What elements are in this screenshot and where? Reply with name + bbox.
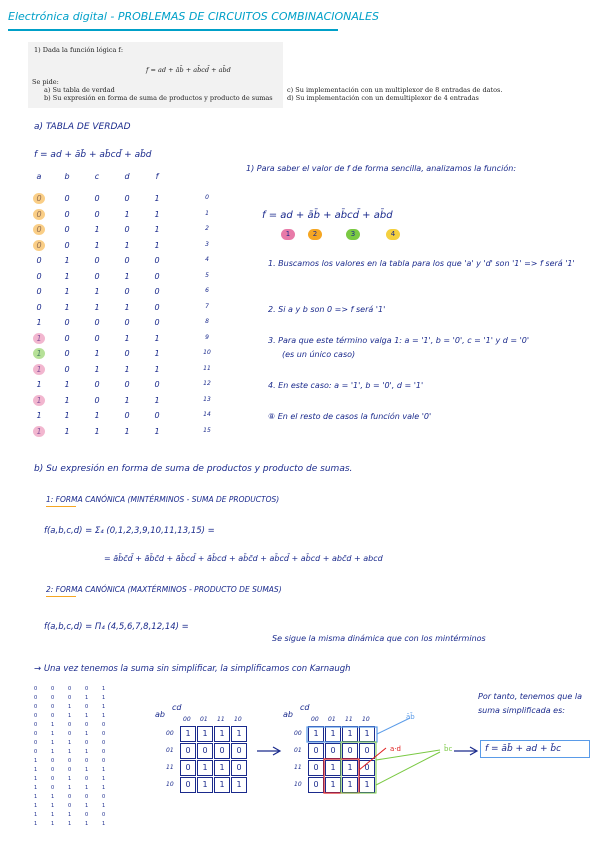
table-cell: 0 (94, 271, 100, 281)
table-cell: 1 (94, 411, 100, 420)
table-cell: 1 (64, 287, 70, 296)
table-cell: 0 (64, 209, 70, 219)
table-row (30, 256, 230, 271)
map1-row-headers (166, 726, 180, 794)
table-cell: 1 (64, 271, 70, 281)
mini-cell: 1 (85, 767, 89, 773)
kmap-cell: 1 (308, 726, 324, 742)
map2-row-label: ab (283, 710, 293, 719)
result-box: f = āb̄ + ad + b̄c (480, 740, 590, 758)
table-row (30, 272, 230, 287)
mini-cell: 1 (51, 722, 55, 728)
step-3: 3. Para que este término valga 1: a = '1', b = '0', c = '1' y d = '0' (268, 336, 530, 345)
kmap-row-header: 01 (166, 747, 174, 754)
table-cell: 0 (154, 302, 160, 312)
mini-cell: 1 (51, 821, 55, 827)
table-cell: 0 (124, 287, 130, 296)
row-index: 3 (205, 240, 209, 248)
title-underline (8, 29, 338, 31)
mini-cell: 1 (68, 749, 72, 755)
kmap-row-header: 11 (294, 764, 302, 771)
kmap-cell: 0 (308, 777, 324, 793)
table-cell: 0 (124, 380, 130, 389)
kmap-col-header: 11 (345, 716, 353, 723)
kmap-cell: 0 (359, 760, 375, 776)
kmap-col-header: 00 (311, 716, 319, 723)
step-3b: (es un único caso) (282, 350, 356, 359)
group-label-3: b̄c (444, 745, 453, 753)
mini-cell: 0 (34, 731, 38, 737)
kmap-cell: 0 (180, 777, 196, 793)
highlight-marker (33, 209, 45, 220)
step-4: 4. En este caso: a = '1', b = '0', d = '1' (268, 381, 424, 390)
mini-cell: 0 (68, 767, 72, 773)
table-cell: 0 (94, 256, 100, 265)
table-row (30, 365, 230, 380)
table-row (30, 303, 230, 318)
row-index: 14 (203, 411, 211, 418)
badge-1: 1 (281, 229, 295, 240)
highlight-marker (33, 333, 45, 344)
mini-cell: 0 (102, 812, 106, 818)
table-cell: 1 (64, 256, 70, 265)
mini-cell: 0 (51, 686, 55, 692)
mini-cell: 0 (102, 794, 106, 800)
table-cell: 1 (124, 240, 130, 250)
kmap-cell: 0 (214, 743, 230, 759)
kmap-cell: 0 (180, 760, 196, 776)
step-2: 2. Si a y b son 0 => f será '1' (268, 305, 386, 314)
notes-expression: f = ad + āb̄ + ab̄cd̄ + ab̄d (262, 210, 393, 221)
row-index: 6 (205, 287, 209, 294)
mini-cell: 0 (34, 740, 38, 746)
table-cell: 1 (94, 364, 100, 374)
kmap-cell: 1 (325, 760, 341, 776)
kmap-cell: 0 (308, 743, 324, 759)
row-index: 5 (205, 271, 209, 279)
kmap-cell: 1 (214, 777, 230, 793)
table-cell: 1 (94, 240, 100, 250)
mini-cell: 0 (34, 695, 38, 701)
group-label-2: a·d (390, 745, 401, 753)
mini-cell: 0 (102, 722, 106, 728)
kmap-cell: 1 (342, 777, 358, 793)
mini-cell: 0 (68, 722, 72, 728)
problem-item-a: a) Su tabla de verdad (44, 86, 115, 94)
table-row (30, 380, 230, 395)
problem-formula: f = ad + āb̄ + ab̄cd̄ + ab̄d (146, 66, 231, 74)
conclusion-text: Por tanto, tenemos que la suma simplificada es: (478, 692, 582, 715)
table-cell: 1 (94, 302, 100, 312)
mini-cell: 1 (34, 812, 38, 818)
row-index: 1 (205, 209, 209, 217)
table-cell: 0 (94, 318, 100, 327)
mini-cell: 1 (51, 731, 55, 737)
table-cell: 0 (154, 287, 160, 296)
mini-cell: 1 (34, 803, 38, 809)
kmap-cell: 1 (214, 760, 230, 776)
mini-cell: 1 (68, 740, 72, 746)
table-cell: 0 (154, 271, 160, 281)
notes-intro: 1) Para saber el valor de f de forma sencilla, analizamos la función: (246, 164, 517, 173)
problem-item-c: c) Su implementación con un multiplexor de 8 entradas de datos. (287, 86, 503, 94)
kmap-cell: 1 (325, 777, 341, 793)
highlight-marker (33, 240, 45, 251)
row-index: 8 (205, 318, 209, 325)
kmap-cell: 1 (180, 726, 196, 742)
mini-cell: 0 (34, 749, 38, 755)
kmap-row-header: 00 (166, 730, 174, 737)
table-cell: 0 (154, 411, 160, 420)
table-cell: 0 (94, 333, 100, 343)
table-cell: 1 (124, 271, 130, 281)
row-index: 0 (205, 194, 209, 201)
mini-cell: 0 (85, 704, 89, 710)
f-expression: f = ad + āb̄ + ab̄cd̄ + ab̄d (34, 150, 152, 160)
mini-cell: 1 (34, 776, 38, 782)
table-row (30, 225, 230, 240)
mini-cell: 0 (102, 749, 106, 755)
table-cell: 0 (154, 256, 160, 265)
map2-col-label: cd (300, 703, 310, 712)
table-cell: 1 (154, 426, 160, 436)
mini-cell: 0 (102, 758, 106, 764)
row-index: 11 (203, 364, 211, 372)
highlight-marker (33, 426, 45, 437)
arrow-to-result-icon (452, 745, 482, 757)
mini-cell: 0 (85, 812, 89, 818)
canon1-line2: = āb̄c̄d̄ + āb̄c̄d + āb̄cd̄ + āb̄cd + ab̄c̄d + ab̄cd̄ + ab̄cd + abc̄d + abcd (104, 554, 383, 563)
mini-cell: 1 (102, 821, 106, 827)
mini-cell: 1 (85, 731, 89, 737)
table-cell: 0 (64, 333, 70, 343)
mini-cell: 0 (85, 758, 89, 764)
group-label-1: āb̄ (406, 713, 415, 721)
table-cell: 1 (124, 426, 130, 436)
table-cell: 0 (64, 225, 70, 234)
table-cell: 1 (64, 411, 70, 420)
table-row (30, 396, 230, 411)
table-cell: 0 (124, 194, 130, 203)
kmap-cell: 1 (197, 760, 213, 776)
kmap-col-header: 11 (217, 716, 225, 723)
table-row (30, 411, 230, 426)
badge-2: 2 (308, 229, 322, 240)
mini-cell: 1 (51, 812, 55, 818)
table-row (30, 318, 230, 333)
canon2-line1: f(a,b,c,d) = Π₄ (4,5,6,7,8,12,14) = (44, 622, 189, 632)
highlight-marker (33, 224, 45, 235)
row-index: 4 (205, 256, 209, 263)
canon1-line1: f(a,b,c,d) = Σ₄ (0,1,2,3,9,10,11,13,15) = (44, 526, 215, 536)
mini-cell: 1 (85, 821, 89, 827)
header-b: b (64, 172, 70, 181)
table-cell: 0 (36, 271, 42, 281)
table-row (30, 194, 230, 209)
problem-ask: Se pide: (32, 78, 59, 86)
problem-box (28, 42, 283, 108)
mini-cell: 0 (85, 776, 89, 782)
mini-cell: 0 (68, 803, 72, 809)
mini-cell: 0 (34, 713, 38, 719)
kmap-row-header: 10 (166, 781, 174, 788)
header-a: a (36, 172, 42, 181)
mini-cell: 1 (34, 794, 38, 800)
mini-cell: 0 (34, 722, 38, 728)
table-cell: 0 (124, 256, 130, 265)
mini-cell: 0 (68, 695, 72, 701)
table-cell: 1 (64, 395, 70, 405)
highlight-marker (33, 395, 45, 406)
mini-cell: 1 (102, 785, 106, 791)
table-cell: 1 (36, 411, 42, 420)
kmap-cell: 1 (325, 726, 341, 742)
kmap-cell: 0 (231, 743, 247, 759)
map1-row-label: ab (155, 710, 165, 719)
kmap-row-header: 01 (294, 747, 302, 754)
mini-cell: 1 (102, 767, 106, 773)
table-cell: 1 (94, 287, 100, 296)
canon2-label: 2: FORMA CANÓNICA (MAXTÉRMINOS - PRODUCTO DE SUMAS) (46, 585, 282, 594)
table-cell: 1 (154, 349, 160, 358)
kmap-cell: 1 (231, 726, 247, 742)
mini-cell: 0 (51, 776, 55, 782)
grouping-lines (300, 700, 470, 810)
mini-cell: 1 (102, 695, 106, 701)
kmap-cell: 0 (359, 743, 375, 759)
map1-col-label: cd (172, 703, 182, 712)
mini-cell: 0 (51, 704, 55, 710)
mini-cell: 1 (85, 713, 89, 719)
kmap-cell: 1 (214, 726, 230, 742)
mini-cell: 1 (51, 794, 55, 800)
mini-cell: 1 (85, 695, 89, 701)
table-cell: 0 (64, 240, 70, 250)
mini-cell: 1 (51, 749, 55, 755)
table-cell: 1 (124, 333, 130, 343)
kmap-col-header: 01 (328, 716, 336, 723)
table-cell: 0 (36, 302, 42, 312)
canon1-label: 1: FORMA CANÓNICA (MINTÉRMINOS - SUMA DE PRODUCTOS) (46, 495, 280, 504)
table-cell: 1 (94, 225, 100, 234)
problem-statement: 1) Dada la función lógica f: (34, 46, 124, 54)
mini-cell: 0 (68, 758, 72, 764)
kmap-row-header: 00 (294, 730, 302, 737)
row-index: 13 (203, 395, 211, 403)
kmap-cell: 0 (180, 743, 196, 759)
kmap-col-header: 00 (183, 716, 191, 723)
mini-cell: 1 (34, 821, 38, 827)
mini-cell: 1 (51, 803, 55, 809)
canon2-underline (46, 596, 76, 597)
table-row (30, 210, 230, 225)
table-cell: 1 (94, 349, 100, 358)
table-row (30, 241, 230, 256)
mini-cell: 0 (85, 740, 89, 746)
table-cell: 1 (154, 194, 160, 203)
kmap-cell: 1 (342, 726, 358, 742)
row-index: 9 (205, 333, 209, 341)
canon2-note: Se sigue la misma dinámica que con los mintérminos (272, 634, 486, 643)
table-cell: 1 (154, 333, 160, 343)
table-cell: 0 (124, 411, 130, 420)
table-cell: 1 (36, 380, 42, 389)
mini-cell: 1 (102, 713, 106, 719)
table-cell: 1 (154, 240, 160, 250)
problem-item-b: b) Su expresión en forma de suma de productos y producto de sumas (44, 94, 273, 102)
kmap-cell: 0 (231, 760, 247, 776)
mini-cell: 1 (68, 812, 72, 818)
mini-cell: 0 (51, 767, 55, 773)
section-b-heading: b) Su expresión en forma de suma de productos y producto de sumas. (34, 464, 353, 474)
table-cell: 0 (64, 364, 70, 374)
highlight-marker (33, 348, 45, 359)
mini-cell: 1 (68, 704, 72, 710)
kmap-col-header: 01 (200, 716, 208, 723)
row-index: 2 (205, 225, 209, 232)
table-cell: 0 (36, 256, 42, 265)
badge-3: 3 (346, 229, 360, 240)
table-cell: 0 (36, 287, 42, 296)
table-row (30, 349, 230, 364)
mini-cell: 0 (85, 722, 89, 728)
kmap-cell: 0 (342, 743, 358, 759)
mini-cell: 1 (85, 803, 89, 809)
kmap-cell: 0 (197, 743, 213, 759)
mini-cell: 0 (102, 731, 106, 737)
karnaugh-intro: → Una vez tenemos la suma sin simplificar, la simplificamos con Karnaugh (34, 664, 351, 674)
mini-cell: 1 (85, 749, 89, 755)
step-5: ⑧ En el resto de casos la función vale '0' (268, 412, 432, 421)
table-row (30, 427, 230, 442)
mini-cell: 0 (34, 686, 38, 692)
mini-cell: 1 (102, 686, 106, 692)
problem-item-d: d) Su implementación con un demultiplexor de 4 entradas (287, 94, 479, 102)
kmap-cell: 1 (197, 726, 213, 742)
row-index: 15 (203, 426, 211, 434)
table-cell: 1 (124, 302, 130, 312)
kmap-cell: 0 (308, 760, 324, 776)
kmap-cell: 1 (342, 760, 358, 776)
table-cell: 1 (154, 225, 160, 234)
table-cell: 1 (124, 209, 130, 219)
canon1-underline (46, 506, 76, 507)
mini-cell: 0 (85, 686, 89, 692)
mini-cell: 1 (85, 785, 89, 791)
table-cell: 0 (64, 349, 70, 358)
table-cell: 0 (124, 225, 130, 234)
mini-cell: 0 (51, 713, 55, 719)
mini-cell: 1 (68, 785, 72, 791)
mini-cell: 1 (34, 785, 38, 791)
table-cell: 1 (154, 209, 160, 219)
mini-cell: 0 (68, 731, 72, 737)
mini-cell: 1 (51, 740, 55, 746)
table-cell: 0 (94, 395, 100, 405)
mini-cell: 0 (68, 794, 72, 800)
highlight-marker (33, 364, 45, 375)
header-c: c (94, 172, 100, 181)
table-cell: 0 (124, 318, 130, 327)
table-cell: 1 (124, 395, 130, 405)
table-header (30, 172, 230, 187)
kmap-cell: 1 (359, 726, 375, 742)
table-cell: 1 (154, 395, 160, 405)
table-row (30, 287, 230, 302)
arrow-icon (255, 745, 285, 757)
mini-cell: 0 (68, 686, 72, 692)
badge-4: 4 (386, 229, 400, 240)
table-cell: 0 (64, 194, 70, 203)
mini-cell: 1 (102, 776, 106, 782)
mini-cell: 1 (68, 821, 72, 827)
row-index: 12 (203, 380, 211, 387)
table-cell: 0 (94, 194, 100, 203)
mini-cell: 1 (34, 767, 38, 773)
karnaugh-map-1 (180, 726, 248, 794)
kmap-col-header: 10 (234, 716, 242, 723)
table-cell: 0 (154, 318, 160, 327)
table-cell: 0 (154, 380, 160, 389)
table-row (30, 334, 230, 349)
row-index: 7 (205, 302, 209, 310)
mini-cell: 0 (51, 695, 55, 701)
mini-cell: 1 (68, 713, 72, 719)
mini-cell: 0 (51, 758, 55, 764)
kmap-col-header: 10 (362, 716, 370, 723)
mini-cell: 0 (34, 704, 38, 710)
mini-cell: 1 (34, 758, 38, 764)
row-index: 10 (203, 349, 211, 356)
table-cell: 1 (124, 364, 130, 374)
kmap-cell: 0 (325, 743, 341, 759)
kmap-cell: 1 (231, 777, 247, 793)
mini-cell: 0 (51, 785, 55, 791)
header-f: f (155, 172, 159, 181)
map1-col-headers (180, 716, 248, 726)
table-cell: 1 (64, 380, 70, 389)
table-cell: 1 (36, 318, 42, 327)
table-cell: 1 (94, 426, 100, 436)
mini-cell: 1 (102, 704, 106, 710)
mini-truth-table (34, 686, 126, 830)
table-cell: 0 (124, 349, 130, 358)
page-title: Electrónica digital - PROBLEMAS DE CIRCUITOS COMBINACIONALES (8, 10, 379, 23)
kmap-cell: 1 (197, 777, 213, 793)
table-cell: 0 (64, 318, 70, 327)
step-1: 1. Buscamos los valores en la tabla para los que 'a' y 'd' son '1' => f será '1' (268, 259, 575, 268)
table-cell: 1 (64, 302, 70, 312)
table-cell: 1 (154, 364, 160, 374)
mini-cell: 1 (102, 803, 106, 809)
table-cell: 0 (94, 209, 100, 219)
mini-cell: 0 (102, 740, 106, 746)
kmap-row-header: 10 (294, 781, 302, 788)
highlight-marker (33, 193, 45, 204)
section-a-heading: a) TABLA DE VERDAD (34, 122, 131, 132)
header-d: d (124, 172, 130, 181)
kmap-cell: 1 (359, 777, 375, 793)
table-cell: 1 (64, 426, 70, 436)
mini-cell: 1 (68, 776, 72, 782)
table-cell: 0 (94, 380, 100, 389)
kmap-row-header: 11 (166, 764, 174, 771)
mini-cell: 0 (85, 794, 89, 800)
